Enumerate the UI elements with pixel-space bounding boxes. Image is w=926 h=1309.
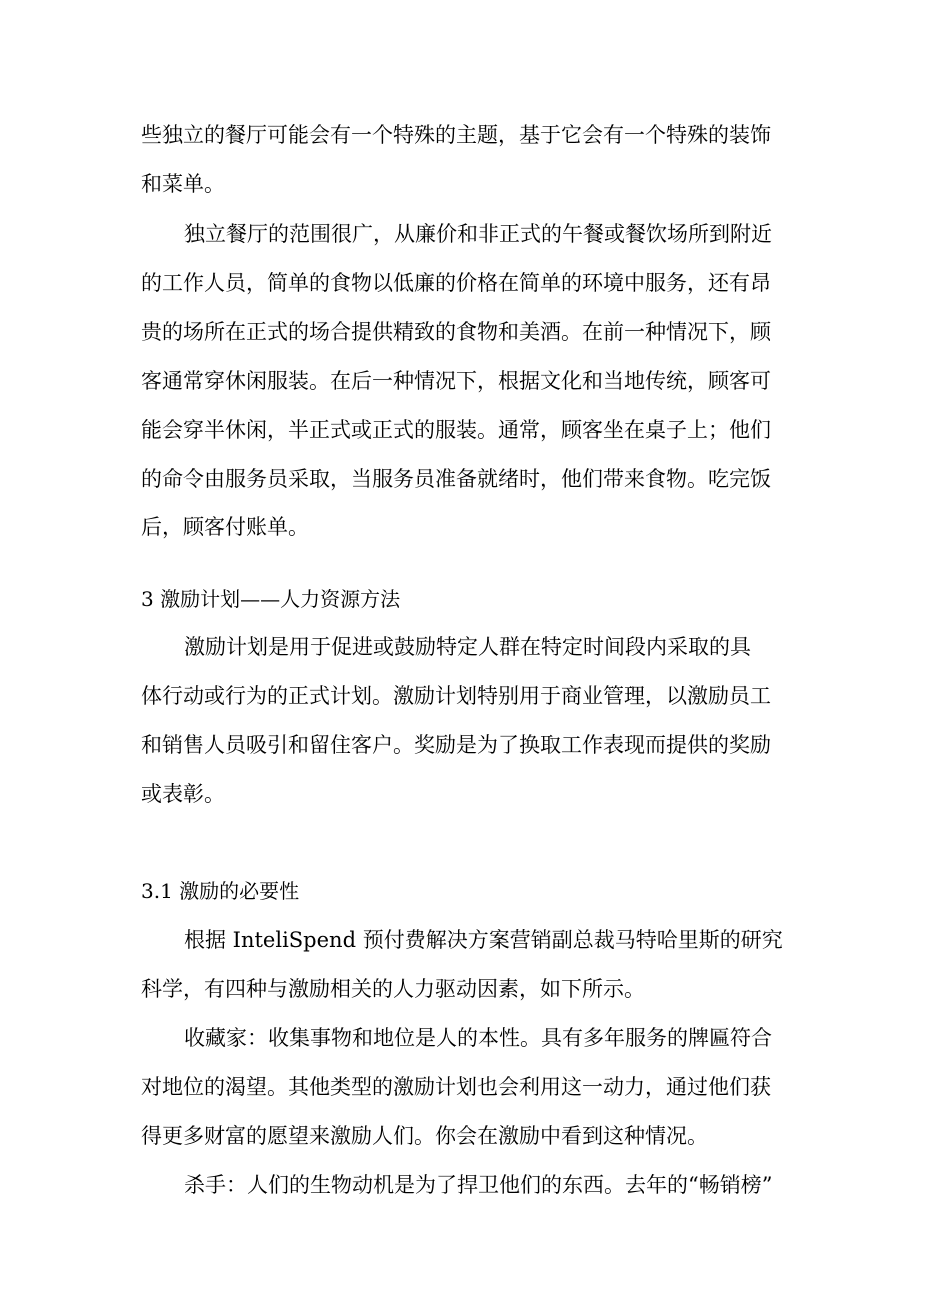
paragraph-first-line: 收藏家：收集事物和地位是人的本性。具有多年服务的牌匾符合 — [184, 1026, 772, 1050]
body-text-line: 能会穿半休闲，半正式或正式的服装。通常，顾客坐在桌子上；他们 — [141, 418, 771, 442]
body-text-line: 的工作人员，简单的食物以低廉的价格在简单的环境中服务，还有昂 — [141, 271, 771, 295]
body-text-line: 的命令由服务员采取，当服务员准备就绪时，他们带来食物。吃完饭 — [141, 467, 771, 491]
subsection-heading: 3.1 激励的必要性 — [141, 879, 300, 903]
body-text-line: 科学，有四种与激励相关的人力驱动因素，如下所示。 — [141, 977, 645, 1001]
body-text-line: 贵的场所在正式的场合提供精致的食物和美酒。在前一种情况下，顾 — [141, 320, 771, 344]
paragraph-first-line: 杀手：人们的生物动机是为了捍卫他们的东西。去年的“畅销榜” — [184, 1173, 773, 1197]
body-text-line: 或表彰。 — [141, 782, 225, 806]
body-text-line: 后，顾客付账单。 — [141, 515, 309, 539]
body-text-line: 客通常穿休闲服装。在后一种情况下，根据文化和当地传统，顾客可 — [141, 369, 771, 393]
body-text-line: 得更多财富的愿望来激励人们。你会在激励中看到这种情况。 — [141, 1124, 708, 1148]
body-text-line: 和菜单。 — [141, 172, 225, 196]
body-text-line: 体行动或行为的正式计划。激励计划特别用于商业管理，以激励员工 — [141, 684, 771, 708]
body-text-line: 和销售人员吸引和留住客户。奖励是为了换取工作表现而提供的奖励 — [141, 733, 771, 757]
paragraph-first-line: 激励计划是用于促进或鼓励特定人群在特定时间段内采取的具 — [184, 635, 751, 659]
body-text-line: 些独立的餐厅可能会有一个特殊的主题，基于它会有一个特殊的装饰 — [141, 123, 771, 147]
paragraph-first-line: 独立餐厅的范围很广，从廉价和非正式的午餐或餐饮场所到附近 — [184, 222, 772, 246]
body-text-line: 对地位的渴望。其他类型的激励计划也会利用这一动力，通过他们获 — [141, 1075, 771, 1099]
paragraph-first-line: 根据 InteliSpend 预付费解决方案营销副总裁马特哈里斯的研究 — [184, 928, 783, 952]
section-heading: 3 激励计划——人力资源方法 — [141, 587, 401, 611]
